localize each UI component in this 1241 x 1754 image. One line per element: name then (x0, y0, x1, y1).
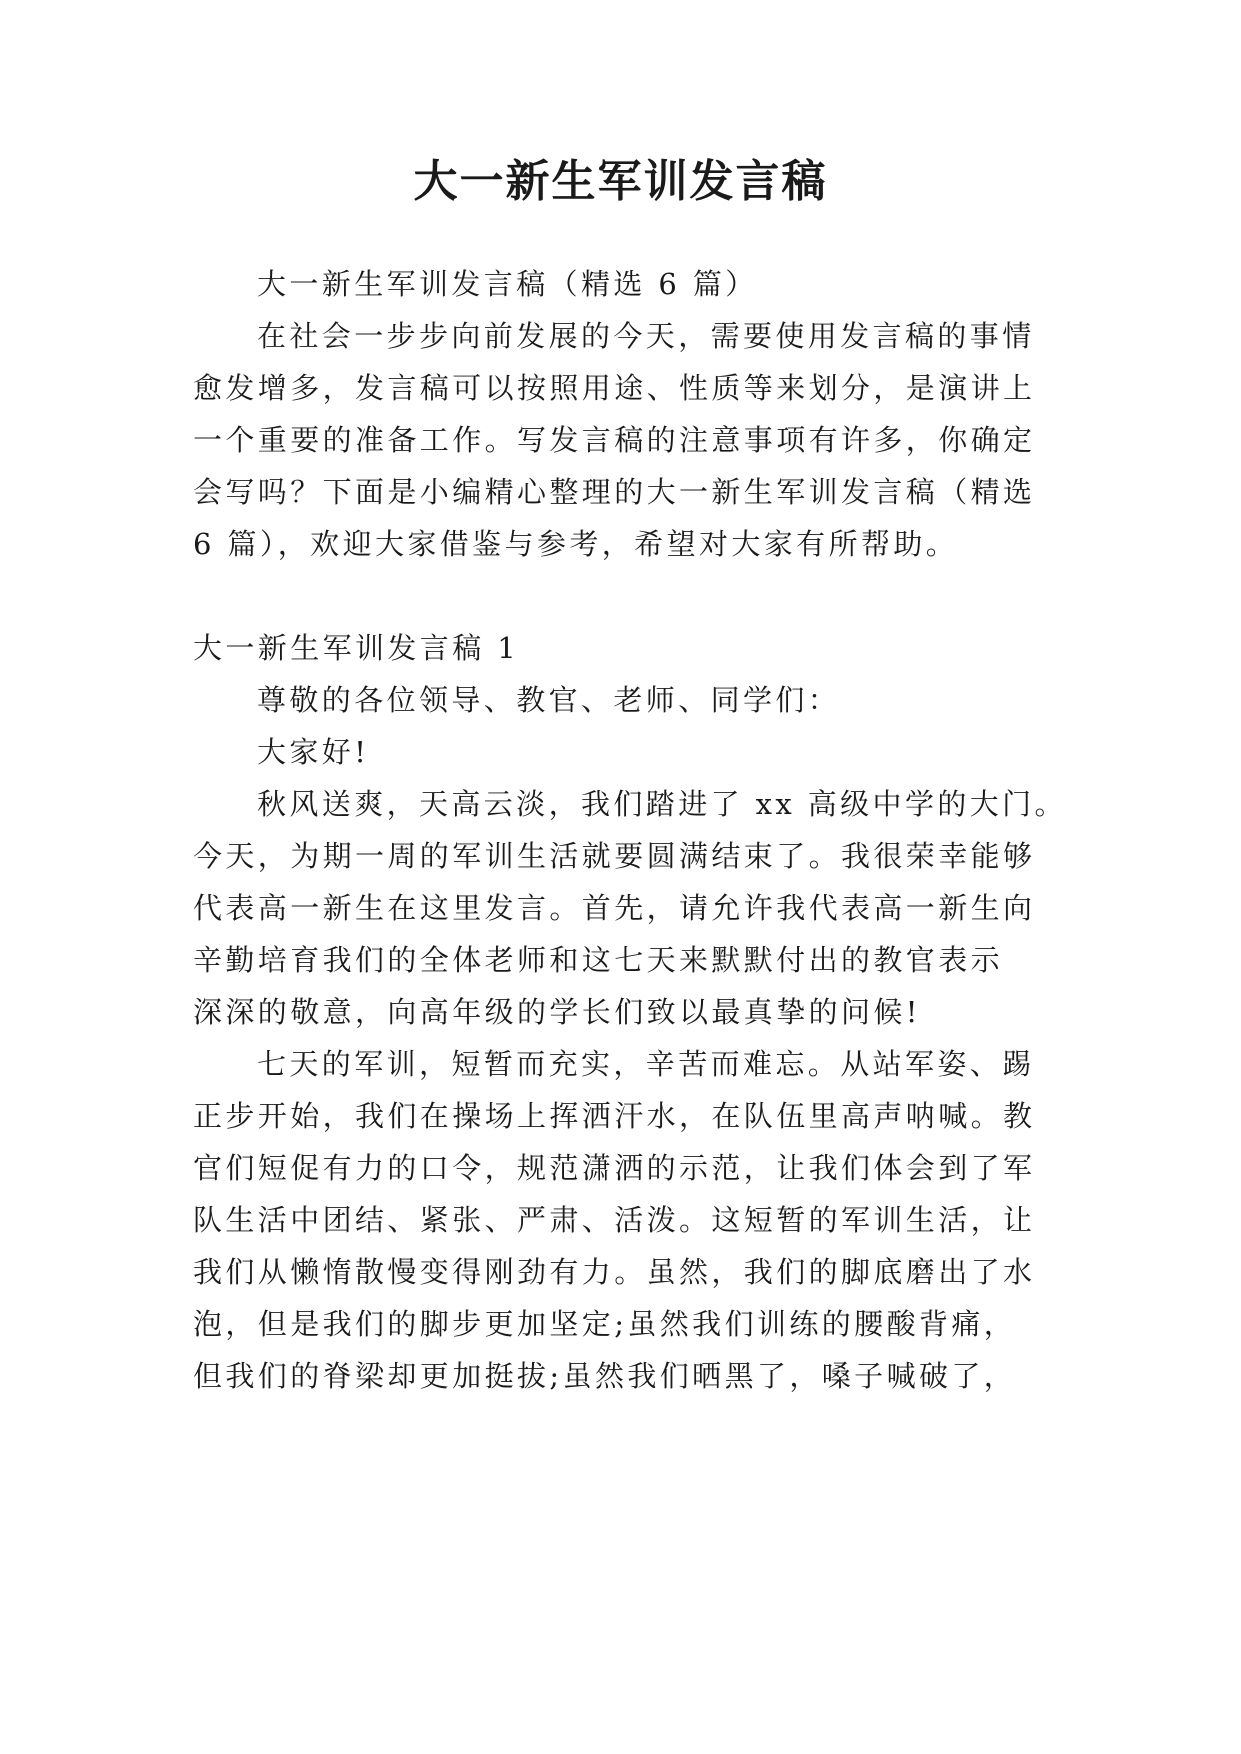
body-line: 我们从懒惰散慢变得刚劲有力。虽然，我们的脚底磨出了水 (193, 1255, 1036, 1289)
body-line: 深深的敬意，向高年级的学长们致以最真挚的问候! (193, 995, 921, 1029)
body-line: 正步开始，我们在操场上挥洒汗水，在队伍里高声呐喊。教 (193, 1099, 1036, 1133)
body-line: 队生活中团结、紧张、严肃、活泼。这短暂的军训生活，让 (193, 1203, 1036, 1237)
body-line: 秋风送爽，天高云淡，我们踏进了 xx 高级中学的大门。 (257, 787, 1067, 821)
intro-line: 在社会一步步向前发展的今天，需要使用发言稿的事情 (257, 319, 1035, 353)
body-line: 七天的军训，短暂而充实，辛苦而难忘。从站军姿、踢 (257, 1047, 1035, 1081)
body-line: 代表高一新生在这里发言。首先，请允许我代表高一新生向 (193, 891, 1036, 925)
body-line: 辛勤培育我们的全体老师和这七天来默默付出的教官表示 (193, 943, 1004, 977)
intro-line: 6 篇），欢迎大家借鉴与参考，希望对大家有所帮助。 (193, 527, 959, 561)
document-title: 大一新生军训发言稿 (413, 156, 828, 207)
body-line: 但我们的脊梁却更加挺拔;虽然我们晒黑了，嗓子喊破了， (193, 1359, 1017, 1393)
intro-line: 会写吗？下面是小编精心整理的大一新生军训发言稿（精选 (193, 475, 1036, 509)
intro-line: 一个重要的准备工作。写发言稿的注意事项有许多，你确定 (193, 423, 1036, 457)
intro-line: 愈发增多，发言稿可以按照用途、性质等来划分，是演讲上 (193, 371, 1036, 405)
body-line: 今天，为期一周的军训生活就要圆满结束了。我很荣幸能够 (193, 839, 1036, 873)
section-heading: 大一新生军训发言稿 1 (193, 631, 520, 665)
body-line: 官们短促有力的口令，规范潇洒的示范，让我们体会到了军 (193, 1151, 1036, 1185)
subtitle-line: 大一新生军训发言稿（精选 6 篇） (257, 267, 758, 301)
body-line: 泡，但是我们的脚步更加坚定;虽然我们训练的腰酸背痛， (193, 1307, 1017, 1341)
salutation-line: 尊敬的各位领导、教官、老师、同学们： (257, 683, 841, 717)
greeting-line: 大家好! (257, 735, 370, 769)
